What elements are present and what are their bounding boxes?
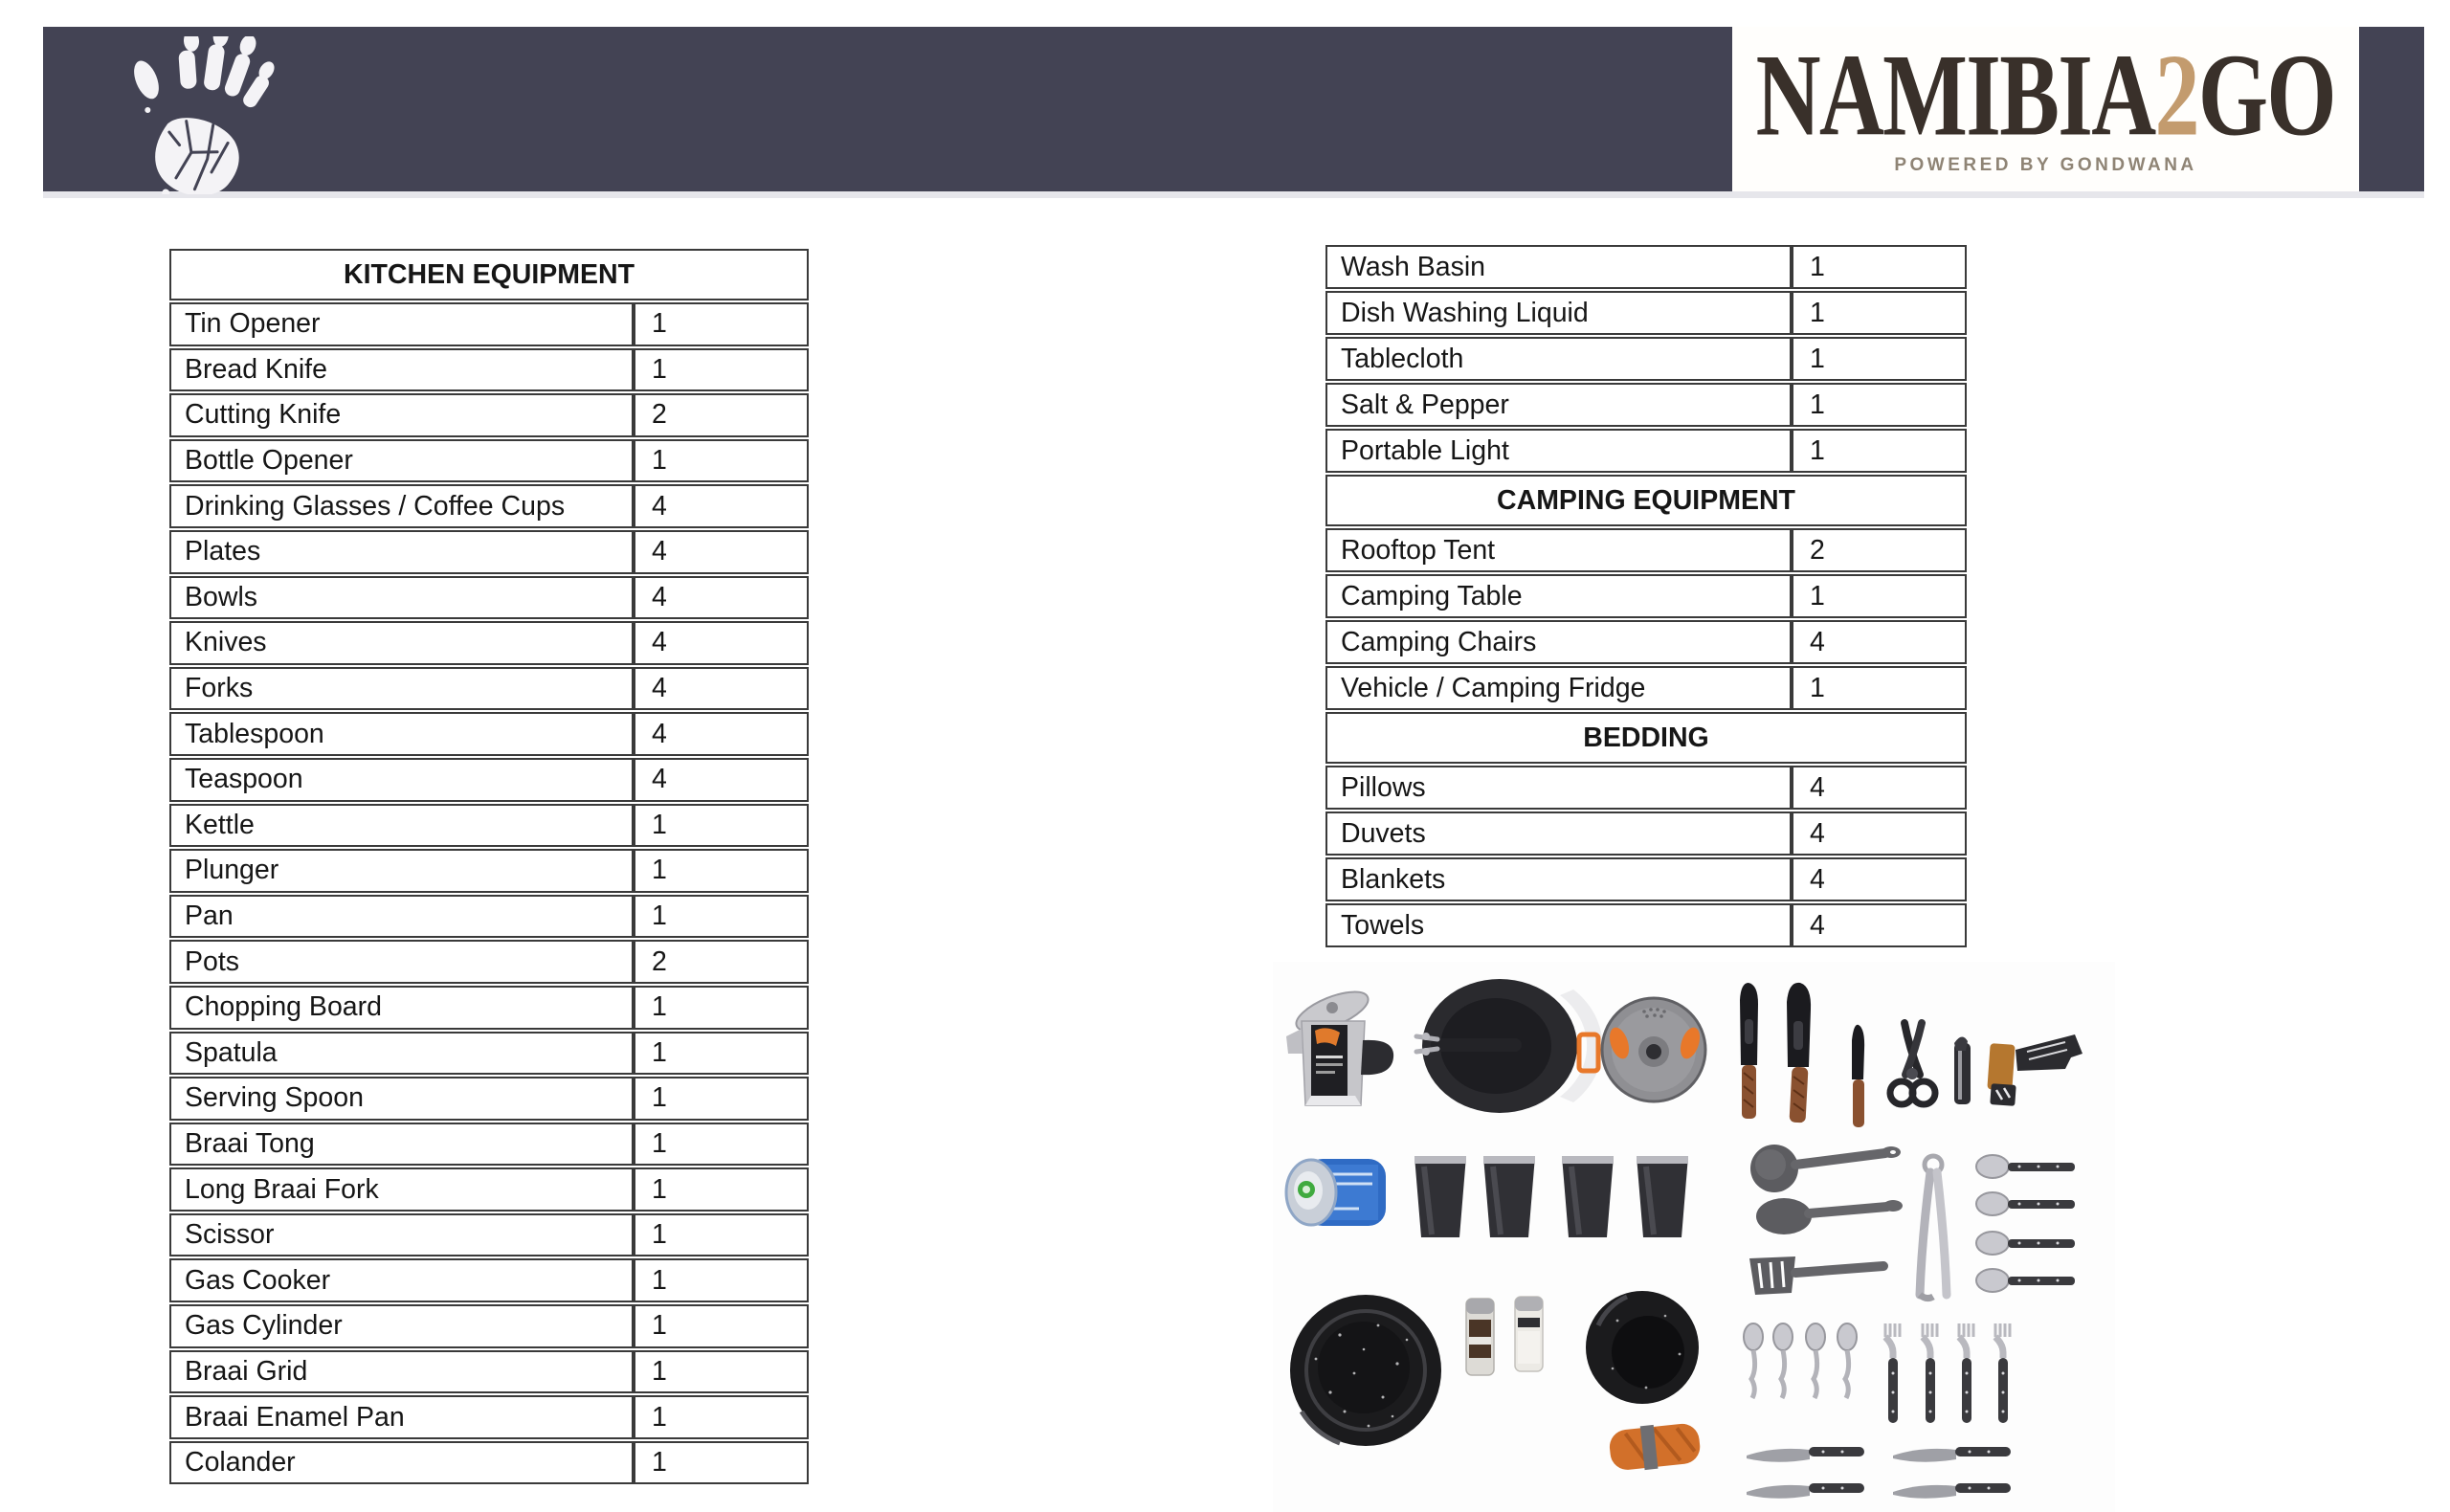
equipment-row [169, 1077, 809, 1121]
enamel-bowl-image [1586, 1291, 1699, 1404]
equipment-row [1325, 766, 1967, 810]
item-name-cell: Gas Cooker [169, 1258, 634, 1302]
item-qty-cell: 4 [634, 621, 809, 665]
item-qty-cell: 1 [634, 849, 809, 893]
item-name-cell: Pan [169, 895, 634, 939]
namibia2go-logo [1732, 27, 2359, 191]
section-title: BEDDING [1325, 712, 1967, 764]
item-qty-cell: 1 [634, 1032, 809, 1076]
item-qty-cell: 1 [1792, 383, 1967, 427]
equipment-row [169, 348, 809, 392]
item-name-cell: Tablespoon [169, 712, 634, 756]
item-qty-cell: 1 [634, 1123, 809, 1167]
equipment-row [1325, 812, 1967, 856]
item-name-cell: Bowls [169, 576, 634, 620]
logo-tagline: POWERED BY GONDWANA [1894, 155, 2197, 175]
equipment-row [169, 1350, 809, 1394]
equipment-row [1325, 429, 1967, 473]
item-qty-cell: 1 [634, 302, 809, 346]
pepper-grinder-image [1466, 1299, 1494, 1375]
item-name-cell: Chopping Board [169, 986, 634, 1030]
item-name-cell: Camping Chairs [1325, 620, 1792, 664]
item-name-cell: Plunger [169, 849, 634, 893]
item-name-cell: Blankets [1325, 857, 1792, 901]
item-qty-cell: 1 [1792, 429, 1967, 473]
item-qty-cell: 2 [634, 393, 809, 437]
item-qty-cell: 4 [634, 576, 809, 620]
item-qty-cell: 1 [1792, 291, 1967, 335]
item-qty-cell: 1 [634, 1350, 809, 1394]
paring-knife-image [1852, 1025, 1864, 1127]
item-qty-cell: 1 [634, 1213, 809, 1257]
equipment-row [169, 484, 809, 528]
item-name-cell: Wash Basin [1325, 245, 1792, 289]
equipment-row [1325, 857, 1967, 901]
salt-grinder-image [1515, 1297, 1543, 1371]
item-name-cell: Colander [169, 1441, 634, 1485]
item-name-cell: Long Braai Fork [169, 1167, 634, 1212]
multi-tool-image [1954, 1036, 1971, 1104]
section-header-row [169, 249, 809, 300]
equipment-row [169, 1304, 809, 1348]
item-qty-cell: 1 [1792, 337, 1967, 381]
item-name-cell: Bottle Opener [169, 439, 634, 483]
item-qty-cell: 1 [634, 804, 809, 848]
equipment-row [1325, 383, 1967, 427]
equipment-row [169, 667, 809, 711]
equipment-row [169, 1167, 809, 1212]
equipment-row [169, 940, 809, 984]
equipment-row [169, 804, 809, 848]
item-name-cell: Duvets [1325, 812, 1792, 856]
enamel-plate-image [1290, 1295, 1441, 1446]
item-name-cell: Camping Table [1325, 574, 1792, 618]
item-qty-cell: 4 [1792, 620, 1967, 664]
kitchen-equipment-table [169, 247, 809, 1486]
equipment-row [169, 1395, 809, 1439]
item-name-cell: Bread Knife [169, 348, 634, 392]
item-name-cell: Kettle [169, 804, 634, 848]
item-qty-cell: 4 [1792, 857, 1967, 901]
item-name-cell: Spatula [169, 1032, 634, 1076]
logo-accent-2: 2 [2154, 30, 2199, 162]
item-name-cell: Knives [169, 621, 634, 665]
santoku-knife-image [1740, 983, 1758, 1119]
item-qty-cell: 1 [634, 986, 809, 1030]
item-name-cell: Plates [169, 530, 634, 574]
section-header-row [1325, 475, 1967, 526]
handprint-icon [134, 36, 297, 194]
equipment-row [1325, 903, 1967, 947]
item-qty-cell: 1 [634, 1304, 809, 1348]
equipment-row [169, 1258, 809, 1302]
frying-pan-image [1416, 979, 1602, 1113]
item-qty-cell: 1 [1792, 666, 1967, 710]
item-qty-cell: 4 [634, 758, 809, 802]
item-qty-cell: 4 [634, 484, 809, 528]
item-qty-cell: 1 [1792, 245, 1967, 289]
item-qty-cell: 4 [634, 530, 809, 574]
item-name-cell: Dish Washing Liquid [1325, 291, 1792, 335]
equipment-row [1325, 620, 1967, 664]
item-name-cell: Forks [169, 667, 634, 711]
equipment-row [1325, 574, 1967, 618]
equipment-row [169, 712, 809, 756]
item-qty-cell: 1 [634, 348, 809, 392]
section-header-row [1325, 712, 1967, 764]
item-name-cell: Salt & Pepper [1325, 383, 1792, 427]
equipment-row [1325, 291, 1967, 335]
equipment-row [169, 895, 809, 939]
section-title: CAMPING EQUIPMENT [1325, 475, 1967, 526]
section-title: KITCHEN EQUIPMENT [169, 249, 809, 300]
item-qty-cell: 1 [634, 439, 809, 483]
equipment-row [1325, 666, 1967, 710]
item-name-cell: Teaspoon [169, 758, 634, 802]
header-bar-right-segment [2359, 27, 2424, 191]
item-qty-cell: 2 [634, 940, 809, 984]
equipment-row [169, 1032, 809, 1076]
equipment-row [1325, 528, 1967, 572]
item-name-cell: Scissor [169, 1213, 634, 1257]
camping-bedding-equipment-table [1325, 243, 1967, 949]
equipment-row [169, 1123, 809, 1167]
item-name-cell: Serving Spoon [169, 1077, 634, 1121]
item-qty-cell: 1 [634, 1258, 809, 1302]
equipment-row [1325, 337, 1967, 381]
equipment-photo [1273, 962, 2115, 1512]
item-qty-cell: 1 [1792, 574, 1967, 618]
item-name-cell: Pillows [1325, 766, 1792, 810]
equipment-row [169, 621, 809, 665]
item-name-cell: Rooftop Tent [1325, 528, 1792, 572]
item-qty-cell: 4 [1792, 766, 1967, 810]
item-qty-cell: 1 [634, 1077, 809, 1121]
item-qty-cell: 4 [634, 667, 809, 711]
item-qty-cell: 4 [1792, 812, 1967, 856]
equipment-row [169, 986, 809, 1030]
equipment-row [169, 849, 809, 893]
gas-canister-image [1286, 1159, 1386, 1226]
item-name-cell: Cutting Knife [169, 393, 634, 437]
item-qty-cell: 2 [1792, 528, 1967, 572]
equipment-row [169, 302, 809, 346]
equipment-row [169, 393, 809, 437]
equipment-row [169, 1441, 809, 1485]
equipment-row [169, 530, 809, 574]
item-name-cell: Portable Light [1325, 429, 1792, 473]
item-name-cell: Tin Opener [169, 302, 634, 346]
equipment-row [169, 576, 809, 620]
equipment-row [169, 1213, 809, 1257]
item-name-cell: Drinking Glasses / Coffee Cups [169, 484, 634, 528]
header-bar-shadow [43, 191, 2424, 198]
item-qty-cell: 1 [634, 1167, 809, 1212]
item-qty-cell: 1 [634, 1395, 809, 1439]
item-qty-cell: 4 [1792, 903, 1967, 947]
item-name-cell: Towels [1325, 903, 1792, 947]
item-qty-cell: 1 [634, 1441, 809, 1485]
item-name-cell: Pots [169, 940, 634, 984]
equipment-row [169, 439, 809, 483]
logo-wordmark: NAMIBIA2GO [1755, 30, 2336, 162]
item-qty-cell: 1 [634, 895, 809, 939]
item-name-cell: Braai Grid [169, 1350, 634, 1394]
item-name-cell: Braai Tong [169, 1123, 634, 1167]
item-name-cell: Vehicle / Camping Fridge [1325, 666, 1792, 710]
item-name-cell: Braai Enamel Pan [169, 1395, 634, 1439]
equipment-row [169, 758, 809, 802]
item-name-cell: Gas Cylinder [169, 1304, 634, 1348]
item-name-cell: Tablecloth [1325, 337, 1792, 381]
item-qty-cell: 4 [634, 712, 809, 756]
equipment-row [1325, 245, 1967, 289]
